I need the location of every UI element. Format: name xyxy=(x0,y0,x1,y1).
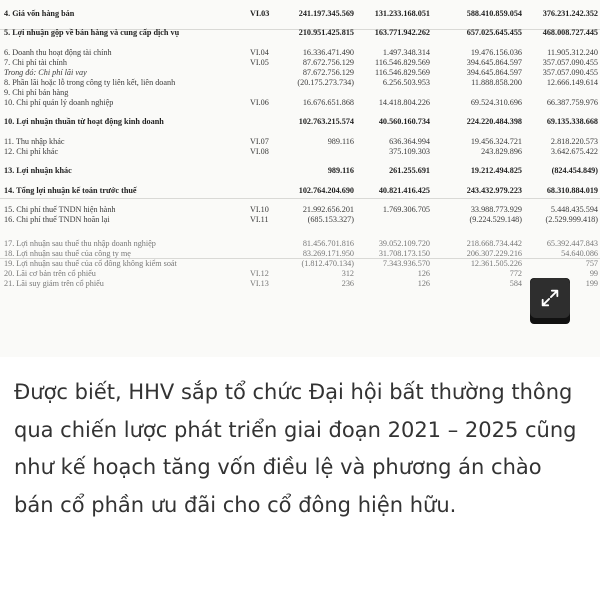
statement-row-note: VI.08 xyxy=(250,147,269,156)
statement-row-label: 8. Phần lãi hoặc lỗ trong công ty liên kết, liên doanh xyxy=(4,78,176,87)
statement-row-label: 9. Chi phí bán hàng xyxy=(4,88,69,97)
statement-value-col4: 54.640.086 xyxy=(561,249,598,258)
statement-value-col4: 2.818.220.573 xyxy=(550,137,598,146)
statement-value-col3: 657.025.645.455 xyxy=(466,28,522,37)
statement-value-col4: 5.448.435.594 xyxy=(550,205,598,214)
statement-value-col2: 126 xyxy=(417,279,430,288)
statement-value-col3: 19.456.324.721 xyxy=(470,137,522,146)
statement-value-col3: 588.410.859.054 xyxy=(466,9,522,18)
statement-value-col1: 210.951.425.815 xyxy=(298,28,354,37)
statement-row-label: 18. Lợi nhuận sau thuế của công ty mẹ xyxy=(4,249,131,258)
statement-row xyxy=(0,278,600,290)
statement-value-col2: 39.052.109.720 xyxy=(378,239,430,248)
statement-row-label: 12. Chi phí khác xyxy=(4,147,59,156)
statement-row-note: VI.04 xyxy=(250,48,269,57)
statement-value-col2: 375.109.303 xyxy=(389,147,430,156)
statement-value-col1: 241.197.345.569 xyxy=(298,9,354,18)
separator xyxy=(0,198,600,199)
statement-value-col3: 33.988.773.929 xyxy=(470,205,522,214)
statement-row-label: 21. Lãi suy giảm trên cổ phiếu xyxy=(4,279,104,288)
statement-row-label: 15. Chi phí thuế TNDN hiện hành xyxy=(4,205,116,214)
statement-value-col1: (1.812.470.134) xyxy=(301,259,354,268)
statement-value-col4: 99 xyxy=(589,269,598,278)
statement-value-col1: 87.672.756.129 xyxy=(302,58,354,67)
statement-value-col3: (9.224.529.148) xyxy=(469,215,522,224)
statement-row-label: 13. Lợi nhuận khác xyxy=(4,166,72,175)
statement-value-col3: 12.361.505.226 xyxy=(470,259,522,268)
statement-value-col3: 394.645.864.597 xyxy=(466,58,522,67)
statement-row-note: VI.05 xyxy=(250,58,269,67)
statement-value-col1: 236 xyxy=(341,279,354,288)
statement-row-label: Trong đó: Chi phí lãi vay xyxy=(4,68,87,77)
statement-value-col1: (20.175.273.734) xyxy=(297,78,354,87)
statement-row xyxy=(0,27,600,39)
statement-value-col3: 584 xyxy=(509,279,522,288)
statement-value-col4: 11.905.312.240 xyxy=(547,48,598,57)
statement-row-label: 19. Lợi nhuận sau thuế của cổ đông không kiểm soát xyxy=(4,259,177,268)
statement-value-col4: 66.387.759.976 xyxy=(546,98,598,107)
statement-value-col2: 1.769.306.705 xyxy=(382,205,430,214)
statement-row-label: 16. Chi phí thuế TNDN hoãn lại xyxy=(4,215,110,224)
statement-value-col3: 19.212.494.825 xyxy=(470,166,522,175)
statement-value-col1: 83.269.171.950 xyxy=(302,249,354,258)
expand-image-button[interactable] xyxy=(530,278,570,318)
statement-value-col4: 376.231.242.352 xyxy=(542,9,598,18)
statement-row xyxy=(0,214,600,226)
statement-row-label: 5. Lợi nhuận gộp về bán hàng và cung cấp dịch vụ xyxy=(4,28,180,37)
statement-row xyxy=(0,8,600,20)
statement-value-col4: (2.529.999.418) xyxy=(545,215,598,224)
expand-arrows-icon xyxy=(539,287,561,309)
statement-value-col1: 989.116 xyxy=(327,166,354,175)
statement-row-note: VI.11 xyxy=(250,215,269,224)
statement-row-note: VI.12 xyxy=(250,269,269,278)
statement-value-col2: 14.418.804.226 xyxy=(378,98,430,107)
statement-row-note: VI.03 xyxy=(250,9,270,18)
statement-value-col2: 40.560.160.734 xyxy=(378,117,430,126)
statement-value-col1: 87.672.756.129 xyxy=(302,68,354,77)
statement-row-label: 4. Giá vốn hàng bán xyxy=(4,9,75,18)
statement-value-col3: 218.668.734.442 xyxy=(466,239,522,248)
statement-value-col1: 16.336.471.490 xyxy=(302,48,354,57)
statement-row xyxy=(0,146,600,158)
statement-value-col1: 16.676.651.868 xyxy=(302,98,354,107)
statement-value-col1: 102.764.204.690 xyxy=(298,186,354,195)
statement-value-col3: 19.476.156.036 xyxy=(470,48,522,57)
statement-value-col2: 7.343.936.570 xyxy=(382,259,430,268)
statement-value-col3: 243.432.979.223 xyxy=(466,186,522,195)
statement-row-label: 6. Doanh thu hoạt động tài chính xyxy=(4,48,112,57)
statement-value-col4: 12.666.149.614 xyxy=(546,78,598,87)
statement-row xyxy=(0,97,600,109)
statement-value-col4: 68.310.884.019 xyxy=(546,186,598,195)
statement-value-col1: (685.153.327) xyxy=(307,215,354,224)
statement-value-col2: 31.708.173.150 xyxy=(378,249,430,258)
statement-row-note: VI.10 xyxy=(250,205,269,214)
statement-row-label: 11. Thu nhập khác xyxy=(4,137,65,146)
statement-value-col4: 3.642.675.422 xyxy=(550,147,598,156)
statement-value-col1: 989.116 xyxy=(327,137,354,146)
statement-value-col1: 312 xyxy=(341,269,354,278)
statement-value-col2: 1.497.348.314 xyxy=(382,48,430,57)
statement-value-col2: 116.546.829.569 xyxy=(375,68,430,77)
statement-value-col2: 116.546.829.569 xyxy=(375,58,430,67)
statement-value-col4: (824.454.849) xyxy=(551,166,598,175)
statement-value-col2: 126 xyxy=(417,269,430,278)
statement-value-col3: 206.307.229.216 xyxy=(466,249,522,258)
statement-row-label: 20. Lãi cơ bản trên cổ phiếu xyxy=(4,269,96,278)
statement-value-col4: 468.008.727.445 xyxy=(542,28,598,37)
statement-value-col1: 81.456.701.816 xyxy=(302,239,354,248)
statement-value-col1: 21.992.656.201 xyxy=(302,205,354,214)
article-paragraph: Được biết, HHV sắp tổ chức Đại hội bất thường thông qua chiến lược phát triển giai đoạn 2021 – 2025 cũng như kế hoạch tăng vốn điều lệ và phương án chào bán cổ phần ưu đãi cho cổ đông hiện hữu. xyxy=(14,380,577,517)
statement-value-col2: 636.364.994 xyxy=(389,137,430,146)
statement-value-col4: 757 xyxy=(585,259,598,268)
statement-row-note: VI.06 xyxy=(250,98,269,107)
statement-row-label: 10. Chi phí quản lý doanh nghiệp xyxy=(4,98,114,107)
statement-value-col3: 772 xyxy=(509,269,522,278)
statement-value-col4: 65.392.447.843 xyxy=(546,239,598,248)
statement-value-col2: 131.233.168.051 xyxy=(374,9,430,18)
statement-row xyxy=(0,116,600,128)
statement-row xyxy=(0,165,600,177)
statement-row-label: 10. Lợi nhuận thuần từ hoạt động kinh doanh xyxy=(4,117,164,126)
statement-value-col2: 40.821.416.425 xyxy=(378,186,430,195)
statement-row-label: 14. Tổng lợi nhuận kế toán trước thuế xyxy=(4,186,137,195)
statement-value-col4: 199 xyxy=(585,279,598,288)
statement-value-col4: 69.135.338.668 xyxy=(546,117,598,126)
statement-value-col4: 357.057.090.455 xyxy=(542,68,598,77)
statement-row-note: VI.13 xyxy=(250,279,269,288)
statement-value-col3: 224.220.484.398 xyxy=(466,117,522,126)
statement-row-note: VI.07 xyxy=(250,137,269,146)
statement-value-col3: 11.888.858.200 xyxy=(471,78,522,87)
statement-value-col2: 261.255.691 xyxy=(389,166,430,175)
statement-value-col3: 69.524.310.696 xyxy=(470,98,522,107)
statement-value-col4: 357.057.090.455 xyxy=(542,58,598,67)
statement-value-col2: 6.256.503.953 xyxy=(382,78,430,87)
statement-value-col3: 243.829.896 xyxy=(481,147,522,156)
statement-row xyxy=(0,185,600,197)
statement-value-col1: 102.763.215.574 xyxy=(298,117,354,126)
statement-row-label: 7. Chi phí tài chính xyxy=(4,58,67,67)
statement-value-col3: 394.645.864.597 xyxy=(466,68,522,77)
statement-row-label: 17. Lợi nhuận sau thuế thu nhập doanh nghiệp xyxy=(4,239,156,248)
statement-value-col2: 163.771.942.262 xyxy=(374,28,430,37)
